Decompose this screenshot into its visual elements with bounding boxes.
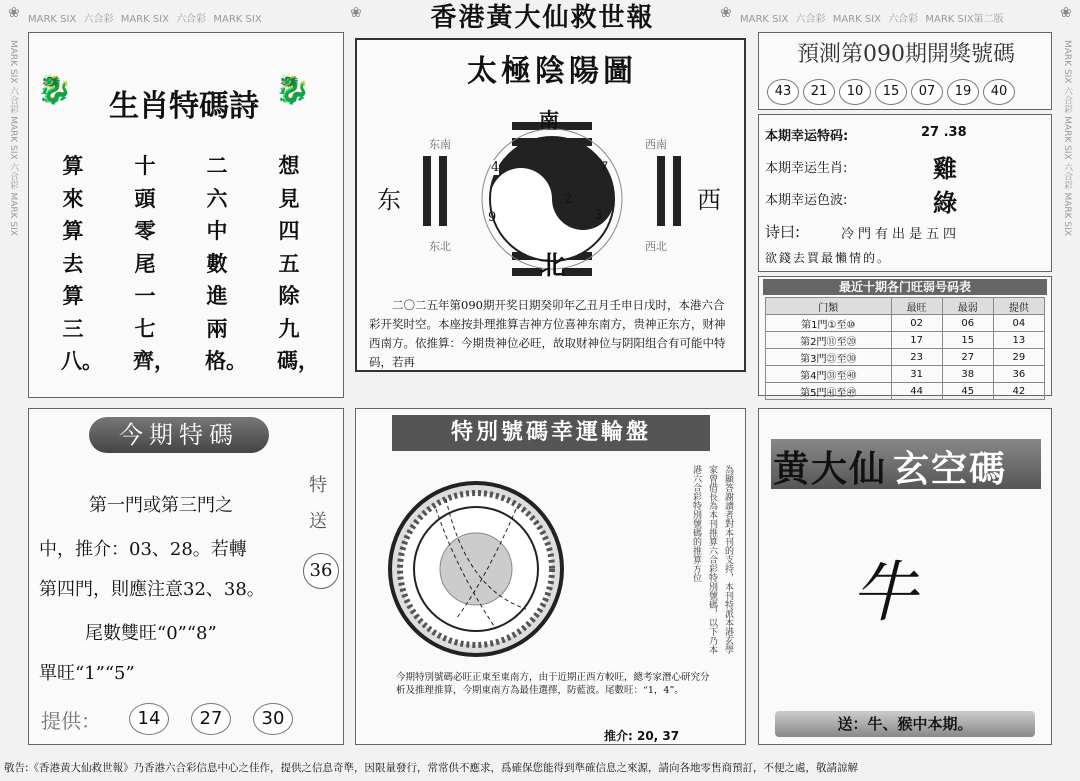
forecast-numbers [767,79,1053,105]
hdx-glyph: 牛 [851,554,917,631]
right-sidebar [1060,40,1074,740]
gate-range: ⑪至⑳ [826,336,857,348]
tip-cell: 42 [993,383,1044,400]
sidebar-brand: MARK SIX [1062,116,1072,160]
gift-number: 36 [303,553,339,589]
sidebar-brand: MARK SIX [8,116,18,160]
special-panel [28,408,344,745]
gate-label: 第3門 [800,353,827,365]
gate-range: ㊶至㊾ [826,387,857,399]
lucky-color-label: 本期幸运色波: [765,193,848,208]
gift-label-2: 送 [309,511,327,532]
dir-nw: 西北 [645,240,667,253]
tip-cell: 36 [993,366,1044,383]
lucky-poem-label: 诗曰: [765,223,801,241]
gate-range: ㉑至㉚ [826,353,857,365]
dir-south: 南 [539,108,559,132]
poem-line: 十頭零尾一七齊， [133,153,175,373]
hot-cell: 44 [891,383,942,400]
sidebar-brand: MARK SIX [8,192,18,236]
border-brand-5: MARK SIX [213,14,262,25]
recent-row [766,315,1045,332]
lucky-poem-line2: 欲錢去買最懶情的。 [765,251,892,265]
forecast-number: 40 [983,79,1015,105]
taiji-panel [355,38,746,372]
recent-header-row [766,298,1045,315]
forecast-number: 21 [803,79,835,105]
recent-header: 提供 [993,298,1044,315]
sidebar-brand: 六合彩 [1062,162,1072,190]
dir-ne: 东北 [429,240,451,253]
gate-cell [766,366,892,383]
poem-line: 算來算去算三八。 [61,153,103,373]
dragon-icon-right: 🐉 [275,73,310,106]
wheel-right-text: 為顯答謝讀者對本刊的支持，本刊特派本港玄學家曾借長為本刊推算六合彩特別號碼，以下乃本港六合彩特別號碼的推算方位 [691,465,733,654]
border-brand-9: 六合彩 [888,14,919,25]
special-line4: 尾數雙旺“0”“8” [85,623,217,644]
taiji-number: 9 [488,210,497,225]
sidebar-brand: MARK SIX [1062,192,1072,236]
special-line3: 第四門，則應注意32、38。 [39,579,265,600]
lucky-poem-line1: 冷門有出是五四 [841,227,961,242]
border-brand: MARK SIX [28,14,77,25]
forecast-number: 19 [947,79,979,105]
flower-icon: ❀ [1060,5,1072,21]
cold-cell: 27 [942,349,993,366]
recent-title: 最近十期各门旺弱号码表 [763,279,1047,295]
wheel-bottom-text: 今期特別號碼必旺正東至東南方，由于近期正西方較旺，總考家潛心研究分析及推理推算，今期東南方為最佳選擇，防藍波。尾數旺：“1，4”。 [396,672,710,696]
wheel-panel [355,408,746,745]
gate-cell [766,332,892,349]
provide-number: 27 [191,703,231,735]
forecast-number: 07 [911,79,943,105]
gift-label-1: 特 [309,475,327,496]
top-border-left [28,10,262,25]
dir-sw: 西南 [645,138,667,151]
recent-panel [758,276,1052,399]
taiji-number: 7 [600,160,609,175]
gate-cell [766,383,892,400]
poem-line: 想見四五除九碼， [277,153,319,373]
border-edition: MARK SIX第二版 [925,14,1004,25]
footer-notice: 敬告:《香港黄大仙救世報》乃香港六合彩信息中心之佳作，提供之信息奇準，因限量發行，常常供不應求，爲確保您能得到準確信息之來源，請向各地零售商預訂，不便之處，敬請諒解 [4,762,859,774]
recent-row [766,383,1045,400]
top-border-right [740,10,1004,25]
hdx-title-b: 玄空碼 [893,448,1008,490]
cold-cell: 45 [942,383,993,400]
forecast-number: 10 [839,79,871,105]
forecast-number: 43 [767,79,799,105]
gate-label: 第1門 [801,319,828,331]
dir-north: 北 [539,251,566,281]
gate-label: 第4門 [800,370,827,382]
left-sidebar [6,40,20,740]
provide-number: 30 [253,703,293,735]
hdx-title-a: 黄大仙 [773,448,888,490]
border-brand-4: 六合彩 [176,14,207,25]
gate-range: ①至⑩ [827,319,856,331]
lucky-code-value: 27 .38 [921,125,967,140]
cold-cell: 15 [942,332,993,349]
border-brand-2: 六合彩 [83,14,114,25]
border-brand-3: MARK SIX [120,14,169,25]
provide-numbers [129,703,315,735]
gate-range: ㉛至㊵ [826,370,857,382]
border-brand-6: MARK SIX [740,14,789,25]
forecast-title: 預測第090期開獎號碼 [797,42,1015,67]
forecast-number: 15 [875,79,907,105]
special-line1: 第一門或第三門之 [89,495,233,516]
recent-table [765,297,1045,400]
gate-cell [766,315,892,332]
lucky-code-label: 本期幸运特码: [765,129,849,144]
wheel-title: 特別號碼幸運輪盤 [392,415,710,451]
recent-header: 最旺 [891,298,942,315]
special-line5: 單旺“1”“5” [39,663,135,684]
taiji-text: 二〇二五年第090期开奖日期癸卯年乙丑月壬申日戊时，本港六合彩开奖时空。本座按卦理推算吉神方位喜神东南方，贵神正东方，财神西南方。依推算：今期贵神位必旺，故取财神位与阴阳组合有可能中特码，若再 [369,298,726,369]
hot-cell: 23 [891,349,942,366]
sidebar-brand: MARK SIX [8,40,18,84]
gate-label: 第2門 [800,336,827,348]
sidebar-brand: 六合彩 [8,86,18,114]
wheel-diagram [376,469,586,669]
recent-row [766,332,1045,349]
cold-cell: 38 [942,366,993,383]
sidebar-brand: MARK SIX [1062,40,1072,84]
dir-west: 西 [697,186,721,214]
lucky-zodiac-label: 本期幸运生肖: [765,161,848,176]
gate-cell [766,349,892,366]
tip-cell: 04 [993,315,1044,332]
hdx-footer: 送：牛、猴中本期。 [775,711,1035,737]
special-line2: 中，推介：03、28。若轉 [39,539,247,560]
taiji-title: 太極陰陽圖 [467,54,637,89]
lucky-panel [758,114,1052,272]
provide-label: 提供： [41,709,101,733]
cold-cell: 06 [942,315,993,332]
special-title: 今期特碼 [89,417,269,453]
sidebar-brand: 六合彩 [1062,86,1072,114]
lucky-zodiac-value: 雞 [933,154,957,183]
sidebar-brand: 六合彩 [8,162,18,190]
hdx-panel [758,408,1052,745]
dir-east: 东 [377,186,401,214]
hot-cell: 17 [891,332,942,349]
recent-row [766,349,1045,366]
flower-icon: ❀ [8,5,20,21]
masthead-title: 香港黃大仙救世報 [430,3,655,33]
dir-se: 东南 [429,138,451,151]
wheel-tip: 推介: 20, 37 [604,729,680,743]
taiji-number: 4 [491,160,500,175]
provide-number: 14 [129,703,169,735]
lucky-color-value: 綠 [933,188,957,217]
border-brand-8: MARK SIX [832,14,881,25]
hot-cell: 02 [891,315,942,332]
flower-icon: ❀ [350,5,362,21]
border-brand-7: 六合彩 [795,14,826,25]
recent-header: 门類 [766,298,892,315]
taiji-number: 3 [594,208,603,223]
taiji-number: 2 [564,192,573,207]
hot-cell: 31 [891,366,942,383]
forecast-panel [758,32,1052,110]
flower-icon: ❀ [720,5,732,21]
tip-cell: 29 [993,349,1044,366]
tip-cell: 13 [993,332,1044,349]
gate-label: 第5門 [800,387,827,399]
poem-line: 二六中數進兩格。 [205,153,247,373]
recent-row [766,366,1045,383]
recent-header: 最弱 [942,298,993,315]
dragon-icon-left: 🐉 [37,73,72,106]
poem-title: 生肖特碼詩 [109,89,259,124]
